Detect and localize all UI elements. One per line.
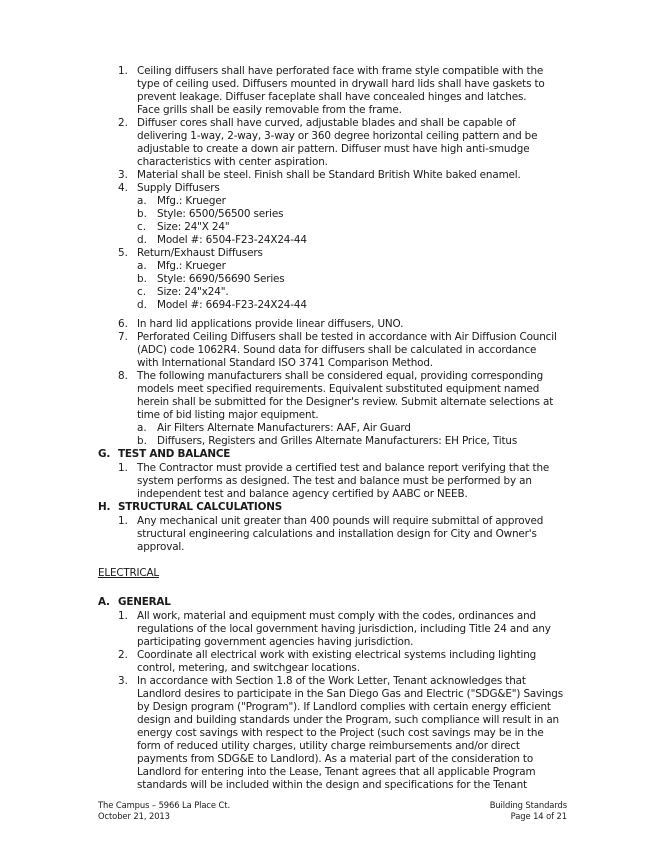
list-number: 6.	[118, 318, 128, 330]
list-number: 7.	[118, 331, 128, 343]
structural-line-2: structural engineering calculations and installation design for City and Owner's	[137, 528, 537, 540]
gen-3-line-5: energy cost savings with respect to the Project (such cost savings may be in the	[137, 727, 544, 739]
tb-l2: system performs as designed. The test and balance must be performed by an	[137, 475, 532, 487]
item-1-line-2: type of ceiling used. Diffusers mounted in drywall hard lids shall have gaskets to	[137, 78, 545, 90]
gen-3-line-9: standards will be included within the design and specifications for the Tenant	[137, 779, 527, 791]
item-6-line-1: In hard lid applications provide linear diffusers, UNO.	[137, 318, 404, 330]
structural-line-3: approval.	[137, 541, 185, 553]
sub-letter: c.	[137, 286, 147, 298]
item-1-line-4: Face grills shall be easily removable from the frame.	[137, 104, 402, 116]
footer-address: The Campus – 5966 La Place Ct.	[98, 800, 231, 810]
list-number: 2.	[118, 649, 128, 661]
gen-2-line-1: Coordinate all electrical work with existing electrical systems including lighting	[137, 649, 537, 661]
gen-3-line-3: by Design program ("Program"). If Landlord complies with certain energy efficient	[137, 701, 551, 713]
gen-3-line-6: form of reduced utility charges, utility charge reimbursements and/or direct	[137, 740, 520, 752]
sub-letter: b.	[137, 435, 147, 447]
gen-2-line-2: control, metering, and switchgear locations.	[137, 662, 360, 674]
sub-letter: b.	[137, 208, 147, 220]
return-mfg: Mfg.: Krueger	[157, 260, 226, 272]
item-7-line-2: (ADC) code 1062R4. Sound data for diffusers shall be calculated in accordance	[137, 344, 537, 356]
return-size: Size: 24"x24".	[157, 286, 229, 298]
general-heading: GENERAL	[118, 596, 171, 608]
supply-style: Style: 6500/56500 series	[157, 208, 284, 220]
sub-letter: a.	[137, 195, 147, 207]
list-number: 3.	[118, 675, 128, 687]
footer-doc-title: Building Standards	[489, 800, 567, 810]
item-1-line-1: Ceiling diffusers shall have perforated face with frame style compatible with the	[137, 65, 544, 77]
item-8-line-1: The following manufacturers shall be considered equal, providing corresponding	[137, 370, 544, 382]
item-7-line-1: Perforated Ceiling Diffusers shall be tested in accordance with Air Diffusion Council	[137, 331, 557, 343]
item-4-title: Supply Diffusers	[137, 182, 220, 194]
list-number: 1.	[118, 65, 128, 77]
gen-1-line-3: participating government agencies having jurisdiction.	[137, 636, 414, 648]
supply-mfg: Mfg.: Krueger	[157, 195, 226, 207]
electrical-heading: ELECTRICAL	[98, 567, 159, 579]
list-number: 1.	[118, 462, 128, 474]
return-style: Style: 6690/56690 Series	[157, 273, 285, 285]
return-model: Model #: 6694-F23-24X24-44	[157, 299, 307, 311]
list-number: 2.	[118, 117, 128, 129]
item-8-line-2: models meet specified requirements. Equivalent substituted equipment named	[137, 383, 540, 395]
section-h-heading: STRUCTURAL CALCULATIONS	[118, 501, 283, 513]
item-2-line-2: delivering 1-way, 2-way, 3-way or 360 degree horizontal ceiling pattern and be	[137, 130, 538, 142]
sub-letter: a.	[137, 422, 147, 434]
footer-date: October 21, 2013	[98, 811, 170, 821]
tb-l3: independent test and balance agency certified by AABC or NEEB.	[137, 488, 468, 500]
gen-3-line-1: In accordance with Section 1.8 of the Work Letter, Tenant acknowledges that	[137, 675, 526, 687]
section-g-heading: TEST AND BALANCE	[118, 448, 231, 460]
list-number: 1.	[118, 515, 128, 527]
sub-letter: c.	[137, 221, 147, 233]
list-number: 1.	[118, 610, 128, 622]
section-letter: G.	[98, 448, 111, 460]
gen-3-line-7: payments from SDG&E to Landlord). As a material part of the consideration to	[137, 753, 534, 765]
gen-1-line-1: All work, material and equipment must comply with the codes, ordinances and	[137, 610, 536, 622]
section-letter: H.	[98, 501, 111, 513]
supply-model: Model #: 6504-F23-24X24-44	[157, 234, 307, 246]
item-7-line-3: with International Standard ISO 3741 Comparison Method.	[137, 357, 433, 369]
item-2-line-1: Diffuser cores shall have curved, adjustable blades and shall be capable of	[137, 117, 516, 129]
gen-3-line-4: design and building standards under the Program, such compliance will result in an	[137, 714, 559, 726]
air-filters-alternates: Air Filters Alternate Manufacturers: AAF, Air Guard	[157, 422, 411, 434]
item-1-line-3: prevent leakage. Diffuser faceplate shall have concealed hinges and latches.	[137, 91, 527, 103]
gen-3-line-8: Landlord for entering into the Lease, Tenant agrees that all applicable Program	[137, 766, 536, 778]
sub-letter: d.	[137, 299, 147, 311]
diffusers-alternates: Diffusers, Registers and Grilles Alternate Manufacturers: EH Price, Titus	[157, 435, 518, 447]
item-8-line-4: time of bid listing major equipment.	[137, 409, 319, 421]
item-3-line-1: Material shall be steel. Finish shall be Standard British White baked enamel.	[137, 169, 521, 181]
footer-page-number: Page 14 of 21	[510, 811, 567, 821]
sub-letter: b.	[137, 273, 147, 285]
item-2-line-3: adjustable to create a down air pattern. Diffuser must have high anti-smudge	[137, 143, 530, 155]
item-8-line-3: herein shall be submitted for the Designer's review. Submit alternate selections at	[137, 396, 554, 408]
supply-size: Size: 24"X 24"	[157, 221, 230, 233]
gen-1-line-2: regulations of the local government having jurisdiction, including Title 24 and any	[137, 623, 551, 635]
list-number: 4.	[118, 182, 128, 194]
gen-3-line-2: Landlord desires to participate in the San Diego Gas and Electric ("SDG&E") Savings	[137, 688, 564, 700]
sub-letter: a.	[137, 260, 147, 272]
tb-l1: The Contractor must provide a certified test and balance report verifying that the	[137, 462, 550, 474]
structural-line-1: Any mechanical unit greater than 400 pounds will require submittal of approved	[137, 515, 544, 527]
list-number: 8.	[118, 370, 128, 382]
item-5-title: Return/Exhaust Diffusers	[137, 247, 263, 259]
sub-letter: d.	[137, 234, 147, 246]
item-2-line-4: characteristics with center aspiration.	[137, 156, 328, 168]
list-number: 5.	[118, 247, 128, 259]
section-letter: A.	[98, 596, 110, 608]
list-number: 3.	[118, 169, 128, 181]
